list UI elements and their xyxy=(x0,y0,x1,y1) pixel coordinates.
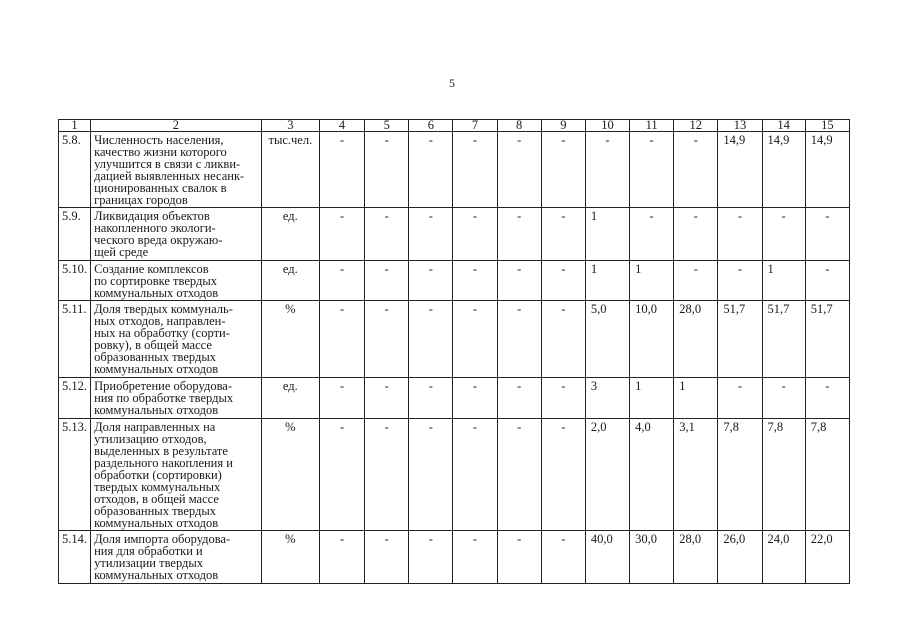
header-cell: 2 xyxy=(91,120,262,132)
description-cell: Создание комплексов по сортировке твердых коммунальных отходов xyxy=(91,261,262,301)
unit-cell: тыс.чел. xyxy=(261,132,319,208)
value-cell: - xyxy=(409,132,453,208)
value-cell: - xyxy=(805,208,849,261)
value-cell: - xyxy=(365,261,409,301)
value-cell: - xyxy=(409,301,453,378)
unit-cell: ед. xyxy=(261,378,319,419)
value-cell: 14,9 xyxy=(718,132,762,208)
value-cell: - xyxy=(453,531,497,584)
value-cell: - xyxy=(718,208,762,261)
value-cell: 7,8 xyxy=(762,419,805,531)
unit-cell: % xyxy=(261,419,319,531)
value-cell: 10,0 xyxy=(630,301,674,378)
value-cell: - xyxy=(674,208,718,261)
value-cell: - xyxy=(319,261,364,301)
value-cell: - xyxy=(497,531,541,584)
value-cell: - xyxy=(409,419,453,531)
header-cell: 1 xyxy=(59,120,91,132)
value-cell: - xyxy=(365,531,409,584)
value-cell: - xyxy=(497,132,541,208)
row-number-cell: 5.10. xyxy=(59,261,91,301)
value-cell: - xyxy=(630,208,674,261)
value-cell: 1 xyxy=(585,261,629,301)
value-cell: 40,0 xyxy=(585,531,629,584)
header-cell: 11 xyxy=(630,120,674,132)
indicators-table xyxy=(58,119,850,584)
value-cell: 1 xyxy=(630,261,674,301)
value-cell: 24,0 xyxy=(762,531,805,584)
row-number-cell: 5.11. xyxy=(59,301,91,378)
value-cell: 26,0 xyxy=(718,531,762,584)
page-number: 5 xyxy=(449,76,455,90)
header-cell: 3 xyxy=(261,120,319,132)
value-cell: - xyxy=(497,208,541,261)
value-cell: - xyxy=(453,301,497,378)
value-cell: - xyxy=(319,132,364,208)
value-cell: - xyxy=(541,132,585,208)
value-cell: 51,7 xyxy=(718,301,762,378)
value-cell: 1 xyxy=(674,378,718,419)
header-cell: 6 xyxy=(409,120,453,132)
value-cell: - xyxy=(453,132,497,208)
value-cell: 28,0 xyxy=(674,301,718,378)
value-cell: 14,9 xyxy=(762,132,805,208)
value-cell: - xyxy=(365,301,409,378)
value-cell: - xyxy=(365,378,409,419)
value-cell: - xyxy=(453,261,497,301)
value-cell: 2,0 xyxy=(585,419,629,531)
value-cell: - xyxy=(497,378,541,419)
value-cell: - xyxy=(541,419,585,531)
value-cell: - xyxy=(409,378,453,419)
table-header-row xyxy=(59,120,850,132)
value-cell: 51,7 xyxy=(805,301,849,378)
header-cell: 4 xyxy=(319,120,364,132)
value-cell: 4,0 xyxy=(630,419,674,531)
unit-cell: ед. xyxy=(261,261,319,301)
header-cell: 15 xyxy=(805,120,849,132)
row-number-cell: 5.8. xyxy=(59,132,91,208)
table-row xyxy=(59,531,850,584)
value-cell: - xyxy=(365,132,409,208)
value-cell: 22,0 xyxy=(805,531,849,584)
value-cell: - xyxy=(319,378,364,419)
description-cell: Доля импорта оборудова- ния для обработки и утилизации твердых коммунальных отходов xyxy=(91,531,262,584)
description-cell: Доля направленных на утилизацию отходов, выделенных в результате раздельного накопления и обработки (сортировки) твердых коммунальных отходов, в общей массе образованных твердых коммунальных отходов xyxy=(91,419,262,531)
value-cell: - xyxy=(319,208,364,261)
value-cell: - xyxy=(541,261,585,301)
value-cell: - xyxy=(541,531,585,584)
table-row xyxy=(59,261,850,301)
unit-cell: % xyxy=(261,301,319,378)
row-number-cell: 5.12. xyxy=(59,378,91,419)
value-cell: - xyxy=(585,132,629,208)
value-cell: - xyxy=(541,378,585,419)
value-cell: - xyxy=(319,419,364,531)
value-cell: - xyxy=(541,208,585,261)
value-cell: 3,1 xyxy=(674,419,718,531)
table-row xyxy=(59,419,850,531)
value-cell: - xyxy=(630,132,674,208)
value-cell: - xyxy=(674,261,718,301)
header-cell: 7 xyxy=(453,120,497,132)
value-cell: 7,8 xyxy=(805,419,849,531)
header-cell: 10 xyxy=(585,120,629,132)
value-cell: - xyxy=(805,378,849,419)
value-cell: 3 xyxy=(585,378,629,419)
row-number-cell: 5.9. xyxy=(59,208,91,261)
value-cell: - xyxy=(674,132,718,208)
description-cell: Ликвидация объектов накопленного экологи- ческого вреда окружаю- щей среде xyxy=(91,208,262,261)
value-cell: - xyxy=(718,261,762,301)
header-cell: 8 xyxy=(497,120,541,132)
description-cell: Численность населения, качество жизни которого улучшится в связи с ликви- дацией выявленных несанк- ционированных свалок в границах городов xyxy=(91,132,262,208)
value-cell: 28,0 xyxy=(674,531,718,584)
value-cell: - xyxy=(497,301,541,378)
unit-cell: ед. xyxy=(261,208,319,261)
value-cell: 14,9 xyxy=(805,132,849,208)
value-cell: - xyxy=(718,378,762,419)
value-cell: - xyxy=(453,208,497,261)
table-body xyxy=(59,120,850,584)
value-cell: - xyxy=(762,378,805,419)
value-cell: - xyxy=(497,419,541,531)
header-cell: 14 xyxy=(762,120,805,132)
unit-cell: % xyxy=(261,531,319,584)
value-cell: - xyxy=(319,301,364,378)
value-cell: - xyxy=(319,531,364,584)
row-number-cell: 5.14. xyxy=(59,531,91,584)
value-cell: - xyxy=(453,419,497,531)
table-row xyxy=(59,378,850,419)
value-cell: 1 xyxy=(762,261,805,301)
value-cell: - xyxy=(365,208,409,261)
value-cell: 7,8 xyxy=(718,419,762,531)
table-row xyxy=(59,208,850,261)
description-cell: Доля твердых коммуналь- ных отходов, направлен- ных на обработку (сорти- ровку), в общей массе образованных твердых коммунальных отходов xyxy=(91,301,262,378)
value-cell: 30,0 xyxy=(630,531,674,584)
value-cell: - xyxy=(409,208,453,261)
header-cell: 9 xyxy=(541,120,585,132)
header-cell: 12 xyxy=(674,120,718,132)
value-cell: 1 xyxy=(585,208,629,261)
value-cell: 51,7 xyxy=(762,301,805,378)
value-cell: - xyxy=(453,378,497,419)
table-row xyxy=(59,132,850,208)
value-cell: - xyxy=(365,419,409,531)
value-cell: - xyxy=(409,261,453,301)
header-cell: 5 xyxy=(365,120,409,132)
row-number-cell: 5.13. xyxy=(59,419,91,531)
value-cell: - xyxy=(541,301,585,378)
value-cell: - xyxy=(409,531,453,584)
table-row xyxy=(59,301,850,378)
value-cell: - xyxy=(497,261,541,301)
value-cell: 1 xyxy=(630,378,674,419)
value-cell: 5,0 xyxy=(585,301,629,378)
value-cell: - xyxy=(805,261,849,301)
value-cell: - xyxy=(762,208,805,261)
header-cell: 13 xyxy=(718,120,762,132)
description-cell: Приобретение оборудова- ния по обработке твердых коммунальных отходов xyxy=(91,378,262,419)
